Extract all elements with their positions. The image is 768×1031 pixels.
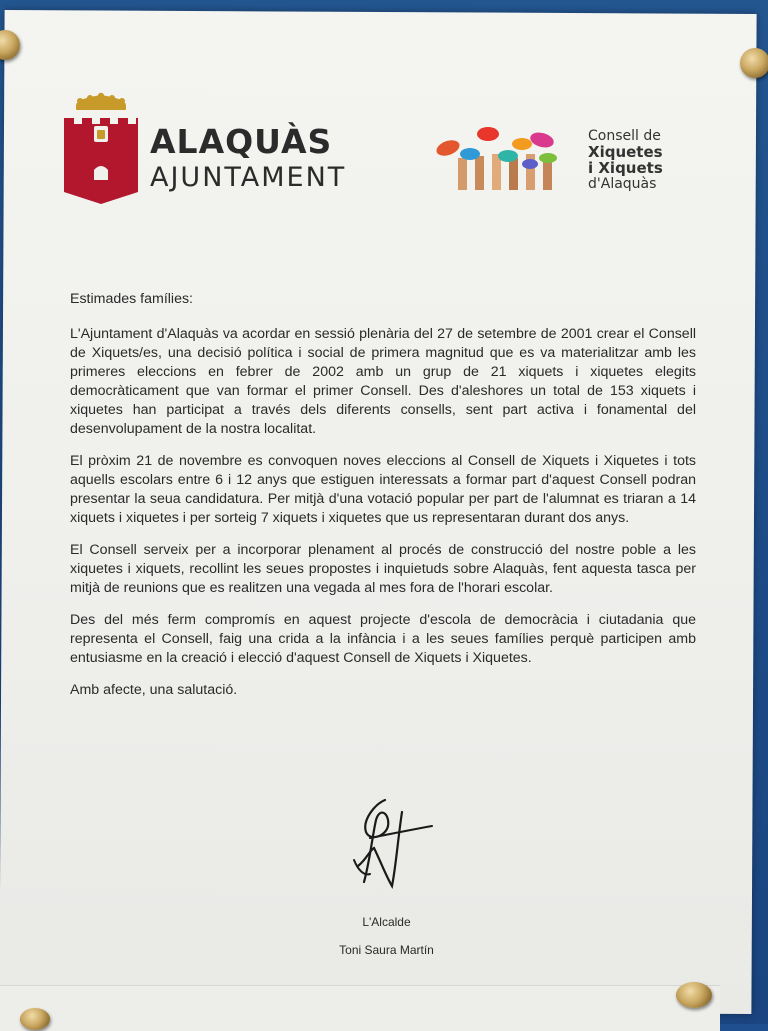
ajuntament-label: AJUNTAMENT bbox=[150, 162, 347, 193]
colorful-hands-icon bbox=[430, 118, 580, 198]
municipality-name: ALAQUÀS bbox=[150, 122, 333, 161]
consell-line-1: Consell de bbox=[588, 128, 661, 144]
paragraph-4: Des del més ferm compromís en aquest projecte d'escola de democràcia i ciutadania que representa el Consell, faig una crida a la infància i a les seues famílies perquè participen amb entusiasme en la creació i elecció d'aquest Consell de Xiquets i Xiquetes. bbox=[70, 612, 696, 666]
paragraph-3: El Consell serveix per a incorporar plenament al procés de construcció del nostre poble a les xiquetes i xiquets, recollint les seues propostes i inquietuds sobre Alaquàs, fent aquesta tasca per mitjà de reunions que es realitzen una vegada al mes fora de l'horari escolar. bbox=[70, 542, 696, 596]
pushpin-bottom-right bbox=[676, 982, 712, 1008]
pushpin-top-right bbox=[740, 48, 768, 78]
signer-title: L'Alcalde bbox=[362, 915, 411, 929]
consell-logo bbox=[430, 118, 690, 198]
letter-body bbox=[70, 290, 696, 700]
pushpin-bottom-left bbox=[20, 1008, 50, 1030]
consell-line-4: d'Alaquàs bbox=[588, 176, 657, 192]
consell-line-2: Xiquetes bbox=[588, 143, 663, 161]
greeting: Estimades famílies: bbox=[70, 291, 193, 307]
consell-title bbox=[588, 128, 663, 192]
consell-line-3: i Xiquets bbox=[588, 159, 663, 177]
castle-crest-icon bbox=[62, 92, 142, 210]
paragraph-2: El pròxim 21 de novembre es convoquen noves eleccions al Consell de Xiquets i Xiquetes i tots aquells escolars entre 6 i 12 anys que estiguen interessats a formar part d'aquest Consell podran presentar la seua candidatura. Per mitjà d'una votació popular per part de l'alumnat es triaran a 14 xiquets i xiquetes i per sorteig 7 xiquets i xiquetes que us representaran durant dos anys. bbox=[70, 453, 696, 526]
signer-name: Toni Saura Martín bbox=[339, 943, 434, 957]
closing: Amb afecte, una salutació. bbox=[70, 682, 238, 698]
underlying-sheet bbox=[0, 985, 720, 1031]
ajuntament-logo bbox=[62, 92, 347, 210]
handwritten-signature bbox=[340, 790, 450, 905]
paragraph-1: L'Ajuntament d'Alaquàs va acordar en sessió plenària del 27 de setembre de 2001 crear el Consell de Xiquets/es, una decisió política i social de primera magnitud que es va materialitzar amb les primeres eleccions en febrer de 2002 amb un grup de 21 xiquets i xiquetes elegits democràticament que van formar el primer Consell. Des d'aleshores un total de 153 xiquets i xiquetes han participat a través dels diferents consells, sent part activa i fonamental del desenvolupament de la nostra localitat. bbox=[70, 326, 696, 437]
